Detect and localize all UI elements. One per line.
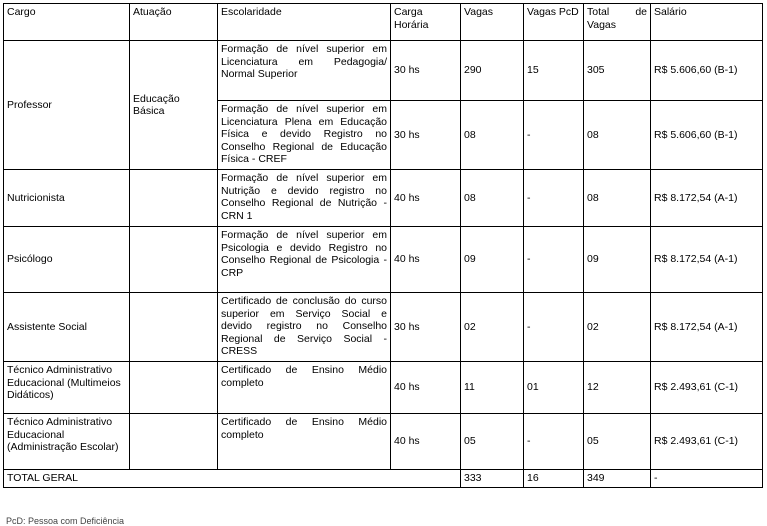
header-vagas: Vagas <box>461 4 524 41</box>
pcd-cell: - <box>524 414 584 470</box>
total-label: TOTAL GERAL <box>4 470 461 488</box>
vagas-cell: 05 <box>461 414 524 470</box>
header-total-vagas: Total de Vagas <box>584 4 651 41</box>
escolaridade-cell: Formação de nível superior em Licenciatura em Pedagogia/ Normal Superior <box>218 41 391 101</box>
vagas-cell: 08 <box>461 170 524 227</box>
carga-cell: 30 hs <box>391 41 461 101</box>
header-vagas-pcd: Vagas PcD <box>524 4 584 41</box>
cargo-cell: Professor <box>4 41 130 170</box>
footnote: PcD: Pessoa com Deficiência <box>6 516 125 526</box>
header-atuacao: Atuação <box>130 4 218 41</box>
header-escolaridade: Escolaridade <box>218 4 391 41</box>
cargo-cell: Técnico Administrativo Educacional (Multimeios Didáticos) <box>4 362 130 414</box>
header-salario: Salário <box>651 4 763 41</box>
vacancies-table <box>3 3 763 488</box>
pcd-cell: - <box>524 101 584 170</box>
table-row <box>4 293 763 362</box>
total-cell: 09 <box>584 227 651 293</box>
table-row <box>4 41 763 101</box>
pcd-cell: - <box>524 227 584 293</box>
vagas-cell: 09 <box>461 227 524 293</box>
carga-cell: 40 hs <box>391 170 461 227</box>
total-cell: 305 <box>584 41 651 101</box>
escolaridade-cell: Formação de nível superior em Licenciatura Plena em Educação Física e devido Registro no Conselho Regional de Educação Física - CREF <box>218 101 391 170</box>
total-total: 349 <box>584 470 651 488</box>
header-cargo: Cargo <box>4 4 130 41</box>
escolaridade-cell: Certificado de Ensino Médio completo <box>218 362 391 414</box>
salario-cell: R$ 8.172,54 (A-1) <box>651 293 763 362</box>
atuacao-cell: Educação Básica <box>130 41 218 170</box>
total-cell: 12 <box>584 362 651 414</box>
total-salario: - <box>651 470 763 488</box>
total-row <box>4 470 763 488</box>
total-cell: 02 <box>584 293 651 362</box>
table-row <box>4 227 763 293</box>
vagas-cell: 290 <box>461 41 524 101</box>
cargo-cell: Nutricionista <box>4 170 130 227</box>
salario-cell: R$ 8.172,54 (A-1) <box>651 227 763 293</box>
carga-cell: 40 hs <box>391 227 461 293</box>
atuacao-cell <box>130 170 218 227</box>
carga-cell: 40 hs <box>391 414 461 470</box>
pcd-cell: 15 <box>524 41 584 101</box>
escolaridade-cell: Certificado de conclusão do curso superior em Serviço Social e devido registro no Conselho Regional de Serviço Social - CRESS <box>218 293 391 362</box>
pcd-cell: - <box>524 293 584 362</box>
table-row <box>4 414 763 470</box>
table-row <box>4 362 763 414</box>
pcd-cell: - <box>524 170 584 227</box>
total-cell: 08 <box>584 101 651 170</box>
cargo-cell: Assistente Social <box>4 293 130 362</box>
salario-cell: R$ 2.493,61 (C-1) <box>651 414 763 470</box>
total-pcd: 16 <box>524 470 584 488</box>
escolaridade-cell: Certificado de Ensino Médio completo <box>218 414 391 470</box>
vagas-cell: 02 <box>461 293 524 362</box>
escolaridade-cell: Formação de nível superior em Psicologia e devido Registro no Conselho Regional de Psicologia - CRP <box>218 227 391 293</box>
carga-cell: 30 hs <box>391 293 461 362</box>
vagas-cell: 08 <box>461 101 524 170</box>
salario-cell: R$ 2.493,61 (C-1) <box>651 362 763 414</box>
salario-cell: R$ 8.172,54 (A-1) <box>651 170 763 227</box>
atuacao-cell <box>130 293 218 362</box>
header-carga-horaria: Carga Horária <box>391 4 461 41</box>
carga-cell: 30 hs <box>391 101 461 170</box>
carga-cell: 40 hs <box>391 362 461 414</box>
atuacao-cell <box>130 414 218 470</box>
atuacao-cell <box>130 362 218 414</box>
atuacao-cell <box>130 227 218 293</box>
total-cell: 05 <box>584 414 651 470</box>
table-header-row <box>4 4 763 41</box>
escolaridade-cell: Formação de nível superior em Nutrição e devido registro no Conselho Regional de Nutrição - CRN 1 <box>218 170 391 227</box>
cargo-cell: Psicólogo <box>4 227 130 293</box>
pcd-cell: 01 <box>524 362 584 414</box>
cargo-cell: Técnico Administrativo Educacional (Administração Escolar) <box>4 414 130 470</box>
salario-cell: R$ 5.606,60 (B-1) <box>651 41 763 101</box>
vagas-cell: 11 <box>461 362 524 414</box>
total-vagas: 333 <box>461 470 524 488</box>
total-cell: 08 <box>584 170 651 227</box>
table-row <box>4 170 763 227</box>
salario-cell: R$ 5.606,60 (B-1) <box>651 101 763 170</box>
